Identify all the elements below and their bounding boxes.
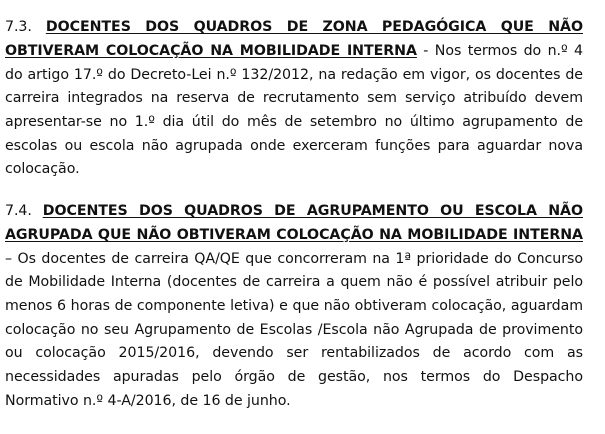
section-heading: DOCENTES DOS QUADROS DE AGRUPAMENTO OU ESCOLA NÃO AGRUPADA QUE NÃO OBTIVERAM COLOCAÇÃO NA MOBILIDADE INTERNA bbox=[5, 203, 583, 243]
section-number: 7.3. bbox=[5, 19, 32, 36]
section-body: – Os docentes de carreira QA/QE que concorreram na 1ª prioridade do Concurso de Mobilidade Interna (docentes de carreira a quem não é possível atribuir pelo menos 6 horas de componente letiva) e que não obtiveram colocação, aguardam colocação no seu Agrupamento de Escolas /Escola não Agrupada de provimento ou colocação 2015/2016, devendo ser rentabilizados de acordo com as necessidades apuradas pelo órgão de gestão, nos termos do Despacho Normativo n.º 4-A/2016, de 16 de junho. bbox=[5, 250, 583, 409]
section-heading: DOCENTES DOS QUADROS DE ZONA PEDAGÓGICA QUE NÃO OBTIVERAM COLOCAÇÃO NA MOBILIDADE INTERNA bbox=[5, 19, 583, 59]
section-7-3 bbox=[5, 16, 583, 182]
section-body: - Nos termos do n.º 4 do artigo 17.º do Decreto-Lei n.º 132/2012, na redação em vigor, os docentes de carreira integrados na reserva de recrutamento sem serviço atribuído devem apresentar-se no 1.º dia útil do mês de setembro no último agrupamento de escolas ou escola não agrupada onde exerceram funções para aguardar nova colocação. bbox=[5, 42, 583, 178]
section-7-4 bbox=[5, 200, 583, 413]
section-number: 7.4. bbox=[5, 203, 32, 220]
